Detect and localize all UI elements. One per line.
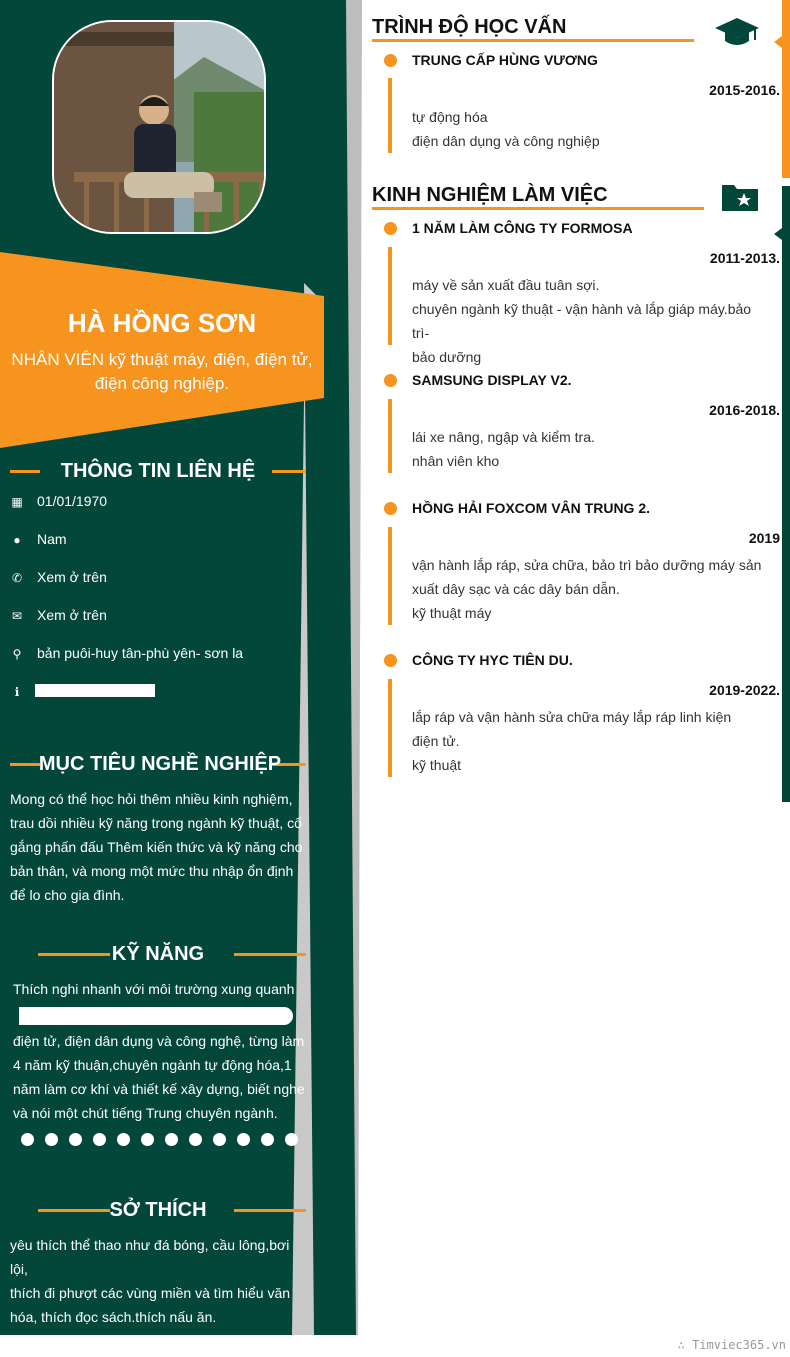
skill-rating-dot (261, 1133, 274, 1146)
section-rule (372, 39, 694, 42)
section-rule (372, 207, 704, 210)
skill-rating-dot (69, 1133, 82, 1146)
education-date: 2015-2016. (709, 82, 780, 98)
contact-birthday: ▦ 01/01/1970 (11, 493, 108, 509)
skill-rating-dot (189, 1133, 202, 1146)
job-date: 2011-2013. (709, 250, 780, 266)
timeline-bar (388, 247, 392, 345)
objective-heading: MỤC TIÊU NGHỀ NGHIỆP (38, 753, 282, 775)
objective-text: Mong có thể học hỏi thêm nhiều kinh nghiệm, trau dồi nhiều kỹ năng trong ngành kỹ thuật, cố gắng phấn đấu Thêm kiến thức và kỹ năng cho bản thân, và mong một mức thu nhập ổn định để lo cho gia đình. (10, 791, 303, 903)
graduation-cap-icon (714, 16, 760, 48)
skill-rating-dot (213, 1133, 226, 1146)
candidate-name: HÀ HỒNG SƠN (67, 308, 257, 338)
timeline-bar (388, 527, 392, 625)
timeline-bullet (384, 222, 397, 235)
skill-rating-dot (285, 1133, 298, 1146)
accent-stripe-green (782, 186, 790, 802)
job-title: HỒNG HẢI FOXCOM VÂN TRUNG 2. (412, 500, 651, 516)
footer-watermark[interactable]: ∴ Timviec365.vn (677, 1338, 786, 1352)
timeline-bullet (384, 54, 397, 67)
timeline-bar (388, 78, 392, 153)
hobbies-heading: SỞ THÍCH (109, 1199, 207, 1221)
profile-photo (52, 20, 266, 234)
folder-star-icon (720, 180, 760, 212)
user-icon: ● (13, 533, 21, 547)
job-details: lắp ráp và vận hành sửa chữa máy lắp ráp linh kiện điện tử. kỹ thuật (412, 709, 732, 773)
skill-rating-dot (21, 1133, 34, 1146)
timeline-bullet (384, 502, 397, 515)
timeline-bullet (384, 654, 397, 667)
job-title: SAMSUNG DISPLAY V2. (412, 372, 572, 388)
job-date: 2016-2018. (709, 402, 780, 418)
skill-rating-dot (237, 1133, 250, 1146)
education-school: TRUNG CẤP HÙNG VƯƠNG (412, 52, 598, 68)
contact-address: ⚲ bản puôi-huy tân-phù yên- sơn la (10, 645, 243, 661)
contact-info (10, 683, 37, 699)
contact-phone: ✆ Xem ở trên (11, 569, 107, 585)
redacted-field (35, 684, 155, 697)
job-details: máy về sản xuất đầu tuân sợi. chuyên ngành kỹ thuật - vận hành và lắp giáp máy.bảo trì- bảo dưỡng (412, 277, 752, 365)
timeline-bar (388, 399, 392, 473)
hobbies-text: yêu thích thể thao như đá bóng, cầu lông,bơi lội, thích đi phượt các vùng miền và tìm hiểu văn hóa, thích đọc sách.thích nấu ăn. (10, 1237, 291, 1325)
contact-email: ✉ Xem ở trên (11, 607, 107, 623)
job-date: 2019-2022. (709, 682, 780, 698)
phone-icon: ✆ (11, 571, 23, 585)
accent-notch (774, 222, 790, 246)
contact-gender: ● Nam (10, 531, 67, 547)
skill-rating-dot (117, 1133, 130, 1146)
skill-item-1: Thích nghi nhanh với môi trường xung quanh (13, 981, 295, 997)
candidate-title: NHÂN VIÊN kỹ thuật máy, điện, điện tử, điện công nghiệp. (11, 350, 313, 393)
job-details: lái xe nâng, ngập và kiểm tra. nhân viên kho (412, 429, 595, 469)
skill-item-2: điện tử, điện dân dụng và công nghệ, từng làm 4 năm kỹ thuận,chuyên ngành tự động hóa,1 năm làm cơ khí và thiết kế xây dựng, biết nghe và nói một chút tiếng Trung chuyên ngành. (13, 1033, 305, 1121)
skill-rating-dot (93, 1133, 106, 1146)
skill-rating-dot (141, 1133, 154, 1146)
skill-rating-dot (45, 1133, 58, 1146)
location-icon: ⚲ (12, 647, 22, 661)
job-title: 1 NĂM LÀM CÔNG TY FORMOSA (412, 220, 633, 236)
education-heading: TRÌNH ĐỘ HỌC VẤN (372, 16, 567, 38)
job-title: CÔNG TY HYC TIÊN DU. (412, 652, 573, 668)
info-icon: ℹ (14, 685, 20, 699)
job-date: 2019 (748, 530, 780, 546)
education-details: tự động hóa điện dân dụng và công nghiệp (412, 109, 600, 149)
skills-heading: KỸ NĂNG (111, 943, 205, 965)
timeline-bar (388, 679, 392, 777)
skill-level-bar (19, 1007, 293, 1025)
job-details: vận hành lắp ráp, sửa chữa, bảo trì bảo dưỡng máy sản xuất dây sạc và các dây bán dẫn. kỹ thuật máy (412, 557, 762, 621)
experience-heading: KINH NGHIỆM LÀM VIỆC (372, 184, 608, 206)
timeline-bullet (384, 374, 397, 387)
skill-rating-dot (165, 1133, 178, 1146)
accent-notch (774, 30, 790, 54)
accent-stripe-orange (782, 0, 790, 178)
contact-heading: THÔNG TIN LIÊN HỆ (60, 460, 256, 482)
calendar-icon: ▦ (11, 495, 23, 509)
email-icon: ✉ (11, 609, 23, 623)
